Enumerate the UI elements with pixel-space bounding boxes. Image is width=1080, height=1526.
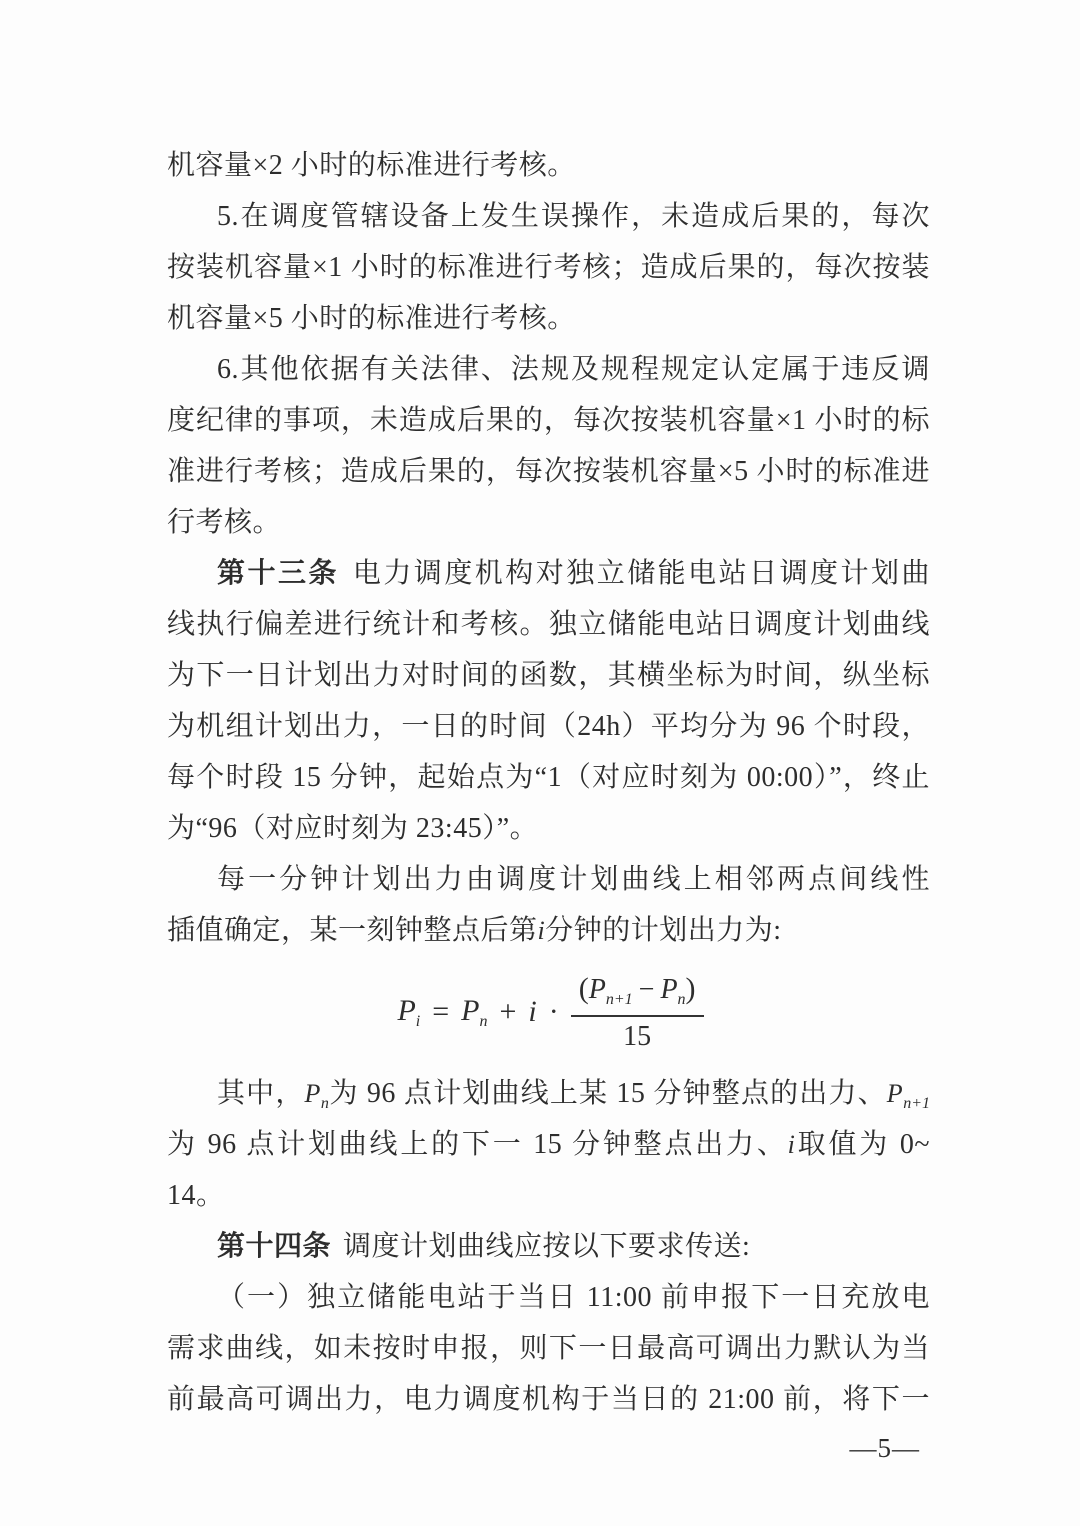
formula-equation-left bbox=[393, 994, 566, 1031]
open-paren: ( bbox=[578, 971, 589, 1005]
text-line-article-13 bbox=[167, 548, 930, 599]
variable-p-n1: P bbox=[886, 1079, 904, 1108]
text-line: 需求曲线，如未按时申报，则下一日最高可调出力默认为当 bbox=[167, 1333, 930, 1364]
where2-post: 取值为 0~ bbox=[795, 1129, 930, 1160]
formula-sub-n2: n bbox=[677, 990, 686, 1008]
where2-pre: 为 96 点计划曲线上的下一 15 分钟整点出力、 bbox=[167, 1129, 788, 1160]
page-number: —5— bbox=[849, 1433, 920, 1463]
text-line: 机容量×5 小时的标准进行考核。 bbox=[167, 303, 576, 334]
variable-p-n-sub: n bbox=[320, 1095, 329, 1112]
text-line: 5.在调度管辖设备上发生误操作，未造成后果的，每次 bbox=[217, 201, 930, 232]
text-line: 6.其他依据有关法律、法规及规程规定认定属于违反调 bbox=[217, 354, 930, 385]
plus-sign: + bbox=[499, 995, 517, 1028]
formula-var-p-n2: P bbox=[660, 973, 678, 1005]
formula-sub-n1: n+1 bbox=[605, 990, 633, 1008]
formula-var-p-i: P bbox=[397, 993, 416, 1027]
fraction-numerator bbox=[571, 972, 704, 1017]
text-line-interpolation bbox=[167, 905, 930, 956]
text-line: 准进行考核；造成后果的，每次按装机容量×5 小时的标准进 bbox=[167, 456, 930, 487]
formula-var-p-n: P bbox=[461, 993, 480, 1027]
text-line-where-1 bbox=[167, 1068, 930, 1119]
text-line: 每一分钟计划出力由调度计划曲线上相邻两点间线性 bbox=[217, 864, 930, 895]
formula-var-p-n1: P bbox=[588, 973, 606, 1005]
variable-p-n1-sub: n+1 bbox=[903, 1095, 930, 1112]
text-line: 度纪律的事项，未造成后果的，每次按装机容量×1 小时的标 bbox=[167, 405, 930, 436]
equals-sign: = bbox=[432, 995, 450, 1028]
article-13-text: 电力调度机构对独立储能电站日调度计划曲 bbox=[352, 558, 930, 589]
variable-i: i bbox=[537, 916, 546, 945]
article-13-heading: 第十三条 bbox=[217, 558, 339, 589]
text-line-where-2 bbox=[167, 1119, 930, 1170]
formula-var-i: i bbox=[528, 995, 537, 1028]
formula-fraction bbox=[571, 972, 704, 1053]
text-line-article-14 bbox=[167, 1221, 930, 1272]
text-line: 为下一日计划出力对时间的函数，其横坐标为时间，纵坐标 bbox=[167, 660, 930, 691]
text-line: （一）独立储能电站于当日 11:00 前申报下一日充放电 bbox=[217, 1282, 930, 1313]
text-line: 线执行偏差进行统计和考核。独立储能电站日调度计划曲线 bbox=[167, 609, 930, 640]
text-line: 为“96（对应时刻为 23:45）”。 bbox=[167, 813, 539, 844]
formula-sub-n: n bbox=[479, 1012, 488, 1030]
close-paren: ) bbox=[685, 971, 696, 1005]
interp-text-post: 分钟的计划出力为: bbox=[545, 915, 782, 946]
variable-p-n: P bbox=[304, 1079, 321, 1108]
minus-sign: − bbox=[638, 973, 655, 1005]
variable-i: i bbox=[787, 1130, 796, 1159]
formula-sub-i: i bbox=[415, 1012, 421, 1030]
text-line: 为机组计划出力，一日的时间（24h）平均分为 96 个时段， bbox=[167, 711, 930, 742]
article-14-heading: 第十四条 bbox=[217, 1231, 332, 1262]
formula bbox=[167, 956, 930, 1068]
text-line: 14。 bbox=[167, 1180, 225, 1211]
dot-operator: · bbox=[548, 995, 559, 1028]
interp-text-pre: 插值确定，某一刻钟整点后第 bbox=[167, 915, 538, 946]
text-line: 机容量×2 小时的标准进行考核。 bbox=[167, 150, 576, 181]
article-14-text: 调度计划曲线应按以下要求传送: bbox=[343, 1231, 751, 1262]
fraction-denominator: 15 bbox=[623, 1020, 652, 1052]
where-pre: 其中， bbox=[217, 1078, 305, 1109]
where-mid: 为 96 点计划曲线上某 15 分钟整点的出力、 bbox=[328, 1078, 887, 1109]
text-line: 行考核。 bbox=[167, 507, 282, 538]
text-line: 每个时段 15 分钟，起始点为“1（对应时刻为 00:00）”，终止 bbox=[167, 762, 930, 793]
text-line: 按装机容量×1 小时的标准进行考核；造成后果的，每次按装 bbox=[167, 252, 930, 283]
text-line: 前最高可调出力，电力调度机构于当日的 21:00 前，将下一 bbox=[167, 1384, 930, 1415]
